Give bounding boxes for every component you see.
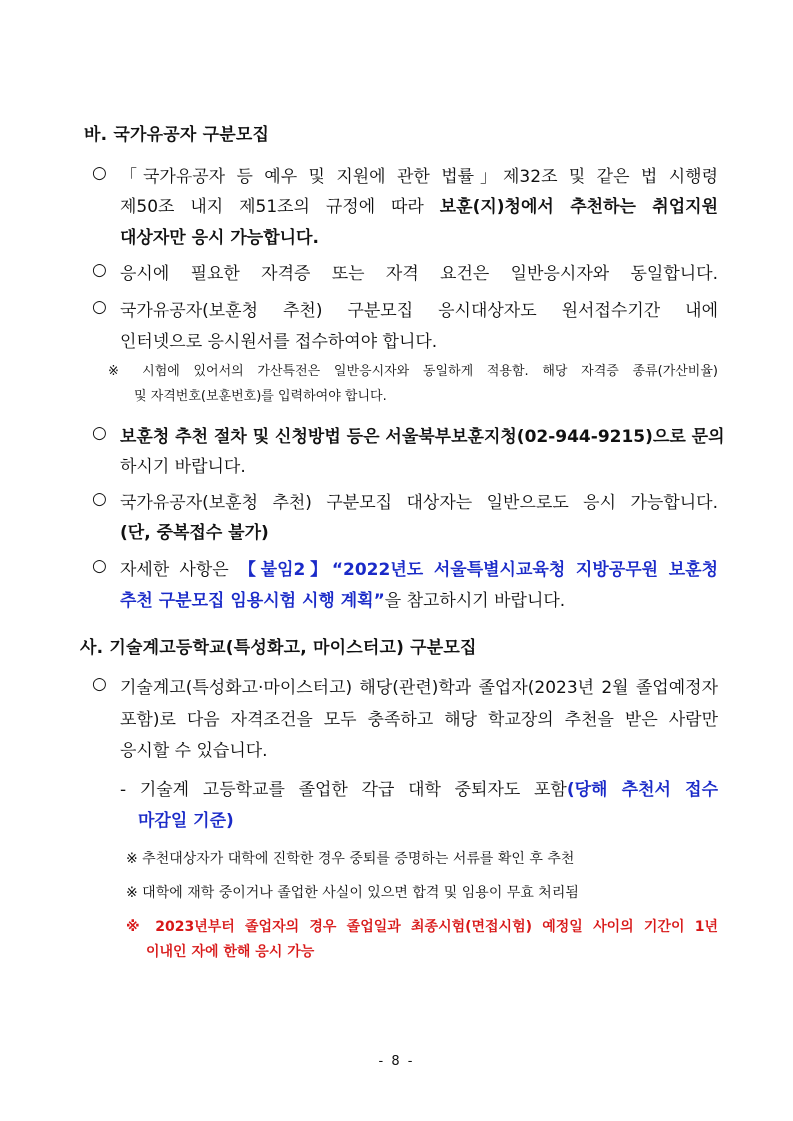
sa-note3-line1: ※ 2023년부터 졸업자의 경우 졸업일과 최종시험(면접시험) 예정일 사이의 기간이 1년 (126, 919, 718, 935)
circle-bullet-icon: ○ (92, 163, 107, 183)
section-sa-heading: 사. 기술계고등학교(특성화고, 마이스터고) 구분모집 (80, 638, 477, 658)
ba-bullet2-line1: 응시에 필요한 자격증 또는 자격 요건은 일반응시자와 동일합니다. (120, 264, 718, 284)
ba-bullet4-line1: 보훈청 추천 절차 및 신청방법 등은 서울북부보훈지청(02-944-9215)으로 문의 (120, 427, 725, 447)
circle-bullet-icon: ○ (92, 423, 107, 443)
ba-bullet1-line3: 대상자만 응시 가능합니다. (120, 228, 319, 248)
sa-bullet1-line1: 기술계고(특성화고·마이스터고) 해당(관련)학과 졸업자(2023년 2월 졸업예정자 (120, 678, 718, 698)
ba-bullet3-line2: 인터넷으로 응시원서를 접수하여야 합니다. (120, 332, 438, 352)
ba-bullet4-line2: 하시기 바랍니다. (120, 457, 246, 477)
sa-bullet1-line3: 응시할 수 있습니다. (120, 741, 268, 761)
ba-note-line2: 및 자격번호(보훈번호)를 입력하여야 합니다. (134, 389, 387, 404)
sa-note1: ※ 추천대상자가 대학에 진학한 경우 중퇴를 증명하는 서류를 확인 후 추천 (126, 851, 575, 867)
ba-bullet6-line1: 자세한 사항은 【붙임2】“2022년도 서울특별시교육청 지방공무원 보훈청 (120, 560, 718, 580)
sa-bullet1-line2: 포함)로 다음 자격조건을 모두 충족하고 해당 학교장의 추천을 받은 사람만 (120, 710, 718, 730)
ba-bullet5-line2: (단, 중복접수 불가) (120, 523, 269, 543)
circle-bullet-icon: ○ (92, 674, 107, 694)
section-ba-heading: 바. 국가유공자 구분모집 (84, 125, 270, 145)
sa-dash-line2: 마감일 기준) (138, 811, 234, 831)
circle-bullet-icon: ○ (92, 489, 107, 509)
circle-bullet-icon: ○ (92, 297, 107, 317)
ba-note-line1: ※ 시험에 있어서의 가산특전은 일반응시자와 동일하게 적용함. 해당 자격증 종류(가산비율) (108, 364, 718, 379)
circle-bullet-icon: ○ (92, 260, 107, 280)
ba-bullet6-line2: 추천 구분모집 임용시험 시행 계획”을 참고하시기 바랍니다. (120, 591, 566, 611)
ba-bullet1-line1: 「국가유공자 등 예우 및 지원에 관한 법률」제32조 및 같은 법 시행령 (120, 167, 718, 187)
ba-bullet5-line1: 국가유공자(보훈청 추천) 구분모집 대상자는 일반으로도 응시 가능합니다. (120, 493, 718, 513)
sa-note2: ※ 대학에 재학 중이거나 졸업한 사실이 있으면 합격 및 임용이 무효 처리됨 (126, 885, 579, 901)
page-number: - 8 - (378, 1054, 415, 1069)
ba-bullet1-line2: 제50조 내지 제51조의 규정에 따라 보훈(지)청에서 추천하는 취업지원 (120, 197, 718, 217)
sa-note3-line2: 이내인 자에 한해 응시 가능 (146, 944, 315, 960)
sa-dash-line1: - 기술계 고등학교를 졸업한 각급 대학 중퇴자도 포함(당해 추천서 접수 (120, 780, 718, 800)
circle-bullet-icon: ○ (92, 556, 107, 576)
ba-bullet3-line1: 국가유공자(보훈청 추천) 구분모집 응시대상자도 원서접수기간 내에 (120, 301, 718, 321)
